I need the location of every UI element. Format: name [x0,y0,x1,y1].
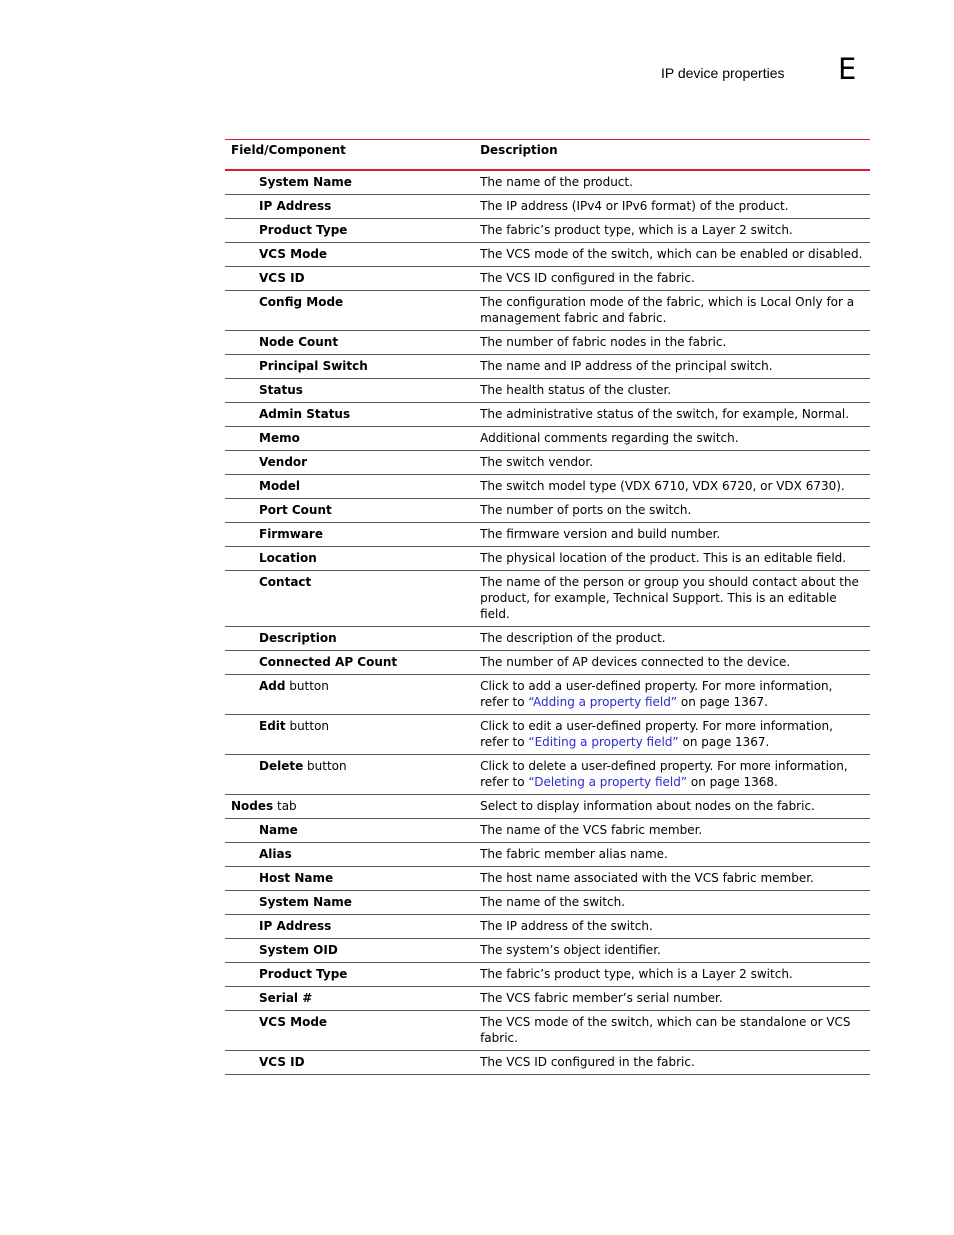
description-cell [474,267,870,291]
table-row [225,651,870,675]
description-cell [474,571,870,627]
description-cell [474,403,870,427]
field-cell [225,427,474,451]
description-cell [474,915,870,939]
field-name: Node Count [259,335,339,349]
description-text: The firmware version and build number. [480,527,721,541]
description-cell [474,867,870,891]
field-name: Vendor [259,455,308,469]
column-header-field: Field/Component [225,140,474,171]
table-row [225,547,870,571]
page-reference-text: on page 1367. [677,695,768,709]
table-row [225,963,870,987]
description-cell [474,547,870,571]
field-name: Delete [259,759,304,773]
description-cell [474,675,870,715]
description-text: The host name associated with the VCS fabric member. [480,871,814,885]
field-name: Product Type [259,223,348,237]
field-type-suffix: button [303,759,347,773]
table-row [225,819,870,843]
table-row [225,675,870,715]
description-text: The switch vendor. [480,455,594,469]
field-cell [225,987,474,1011]
field-name: Port Count [259,503,332,517]
description-cell [474,1051,870,1075]
cross-reference-link[interactable]: “Editing a property field” [528,735,679,749]
cross-reference-link[interactable]: “Deleting a property field” [528,775,688,789]
field-name: Add [259,679,286,693]
field-type-suffix: tab [273,799,297,813]
field-name: Host Name [259,871,334,885]
description-text: The fabric member alias name. [480,847,668,861]
table-row [225,939,870,963]
description-text: The number of fabric nodes in the fabric. [480,335,727,349]
table-header [225,140,870,171]
field-name: Model [259,479,301,493]
description-text: The VCS fabric member’s serial number. [480,991,723,1005]
field-cell [225,243,474,267]
column-header-description: Description [474,140,870,171]
description-cell [474,939,870,963]
field-cell [225,547,474,571]
field-cell [225,170,474,195]
table-row [225,1011,870,1051]
table-row [225,715,870,755]
field-name: Alias [259,847,292,861]
field-cell [225,651,474,675]
description-cell [474,427,870,451]
field-name: Location [259,551,317,565]
table-row [225,627,870,651]
table-body [225,170,870,1075]
field-name: Edit [259,719,286,733]
description-cell [474,891,870,915]
field-name: VCS ID [259,1055,305,1069]
field-name: Status [259,383,303,397]
table-row [225,451,870,475]
table-row [225,523,870,547]
table-row [225,571,870,627]
field-cell [225,195,474,219]
field-name: VCS Mode [259,1015,328,1029]
description-text: The IP address (IPv4 or IPv6 format) of the product. [480,199,789,213]
description-text: The VCS ID configured in the fabric. [480,271,695,285]
field-name: Nodes [231,799,274,813]
table-row [225,219,870,243]
field-cell [225,267,474,291]
field-cell [225,795,474,819]
field-cell [225,755,474,795]
table-row [225,755,870,795]
description-text: Click to add a user-defined property. For more information, refer to [480,679,833,709]
description-cell [474,499,870,523]
description-cell [474,651,870,675]
field-name: VCS ID [259,271,305,285]
field-name: Name [259,823,298,837]
description-cell [474,715,870,755]
page-reference-text: on page 1368. [687,775,778,789]
description-text: Additional comments regarding the switch. [480,431,739,445]
description-text: The number of AP devices connected to the device. [480,655,791,669]
field-name: Contact [259,575,312,589]
description-cell [474,291,870,331]
field-cell [225,219,474,243]
field-cell [225,475,474,499]
page-reference-text: on page 1367. [678,735,770,749]
description-cell [474,355,870,379]
field-name: Principal Switch [259,359,368,373]
field-cell [225,891,474,915]
field-cell [225,915,474,939]
table-row [225,1051,870,1075]
description-cell [474,795,870,819]
description-cell [474,627,870,651]
field-name: Connected AP Count [259,655,398,669]
description-cell [474,475,870,499]
page-header-title: IP device properties [661,65,785,81]
field-name: Config Mode [259,295,344,309]
field-cell [225,675,474,715]
field-cell [225,939,474,963]
description-text: The fabric’s product type, which is a Layer 2 switch. [480,967,793,981]
field-cell [225,571,474,627]
description-text: The fabric’s product type, which is a Layer 2 switch. [480,223,793,237]
field-type-suffix: button [285,679,329,693]
table-row [225,331,870,355]
field-cell [225,379,474,403]
field-name: System Name [259,175,352,189]
field-cell [225,451,474,475]
field-name: Product Type [259,967,348,981]
field-cell [225,867,474,891]
field-cell [225,1051,474,1075]
table-row [225,267,870,291]
description-cell [474,331,870,355]
field-cell [225,715,474,755]
field-cell [225,355,474,379]
description-text: The description of the product. [480,631,666,645]
field-name: IP Address [259,919,332,933]
field-cell [225,843,474,867]
description-text: The VCS mode of the switch, which can be enabled or disabled. [480,247,863,261]
description-cell [474,523,870,547]
field-cell [225,627,474,651]
table-row [225,379,870,403]
field-cell [225,499,474,523]
description-cell [474,843,870,867]
field-name: Description [259,631,337,645]
field-cell [225,331,474,355]
table-row [225,475,870,499]
description-cell [474,963,870,987]
table-row [225,291,870,331]
description-text: The administrative status of the switch, for example, Normal. [480,407,850,421]
field-name: Firmware [259,527,323,541]
field-name: Serial # [259,991,313,1005]
table-row [225,195,870,219]
description-text: The system’s object identifier. [480,943,661,957]
field-name: Admin Status [259,407,351,421]
field-cell [225,523,474,547]
field-name: VCS Mode [259,247,328,261]
description-text: The switch model type (VDX 6710, VDX 6720, or VDX 6730). [480,479,845,493]
description-text: The IP address of the switch. [480,919,653,933]
description-text: Click to edit a user-defined property. For more information, refer to [480,719,833,749]
table-row [225,843,870,867]
description-cell [474,819,870,843]
field-cell [225,963,474,987]
cross-reference-link[interactable]: “Adding a property field” [528,695,678,709]
description-cell [474,987,870,1011]
description-cell [474,243,870,267]
table-row [225,915,870,939]
field-name: Memo [259,431,300,445]
table-row [225,427,870,451]
description-cell [474,195,870,219]
description-text: Select to display information about nodes on the fabric. [480,799,815,813]
description-text: The name of the person or group you should contact about the product, for example, Technical Support. This is an editable field. [480,575,859,621]
table-row [225,867,870,891]
description-text: The name and IP address of the principal switch. [480,359,773,373]
table-row [225,403,870,427]
table-row [225,795,870,819]
properties-table [225,139,870,1075]
table-row [225,499,870,523]
description-cell [474,379,870,403]
description-cell [474,219,870,243]
description-text: The name of the product. [480,175,633,189]
description-text: The VCS ID configured in the fabric. [480,1055,695,1069]
field-cell [225,1011,474,1051]
field-cell [225,819,474,843]
description-text: The number of ports on the switch. [480,503,692,517]
field-name: System OID [259,943,338,957]
table-row [225,170,870,195]
description-cell [474,451,870,475]
field-cell [225,403,474,427]
description-text: The name of the switch. [480,895,626,909]
description-text: The VCS mode of the switch, which can be standalone or VCS fabric. [480,1015,851,1045]
description-cell [474,170,870,195]
table-row [225,891,870,915]
table-row [225,355,870,379]
field-cell [225,291,474,331]
description-text: The health status of the cluster. [480,383,672,397]
field-type-suffix: button [285,719,330,733]
table-header-row [225,140,870,171]
field-name: IP Address [259,199,332,213]
field-name: System Name [259,895,352,909]
description-cell [474,1011,870,1051]
description-text: The configuration mode of the fabric, which is Local Only for a management fabric and fabric. [480,295,855,325]
description-text: The physical location of the product. This is an editable field. [480,551,847,565]
description-text: Click to delete a user-defined property. For more information, refer to [480,759,848,789]
table-row [225,987,870,1011]
description-cell [474,755,870,795]
table-row [225,243,870,267]
appendix-letter: E [838,52,857,86]
description-text: The name of the VCS fabric member. [480,823,703,837]
